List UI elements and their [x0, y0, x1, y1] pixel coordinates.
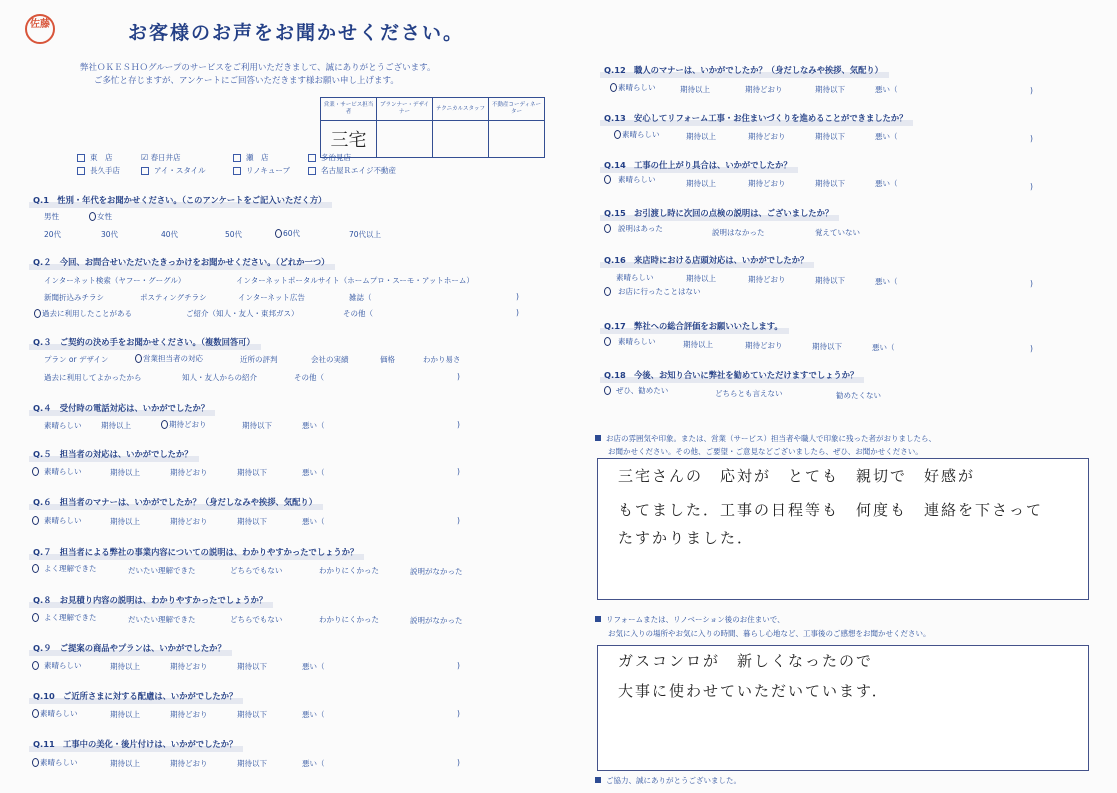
- comment2-answer-box[interactable]: [597, 645, 1089, 771]
- q16-close: ): [1030, 279, 1033, 288]
- checkbox-icon: [233, 167, 241, 175]
- q18-option-neutral[interactable]: どちらとも言えない: [715, 389, 783, 398]
- q2-option-posting[interactable]: ポスティングチラシ: [140, 293, 207, 302]
- circle-mark-icon: [32, 613, 39, 622]
- q9-option-5[interactable]: 悪い（: [302, 662, 325, 671]
- q3-other-close: ): [457, 372, 460, 381]
- staff-header-technical: テクニカルスタッフ: [433, 98, 489, 121]
- intro-line-2: ご多忙と存じますが、アンケートにご回答いただきます様お願い申し上げます。: [94, 76, 399, 86]
- q14-option-5[interactable]: 悪い（: [875, 179, 898, 188]
- q3-option-friend-referral[interactable]: 知人・友人からの紹介: [182, 373, 257, 382]
- circle-mark-icon: [604, 337, 611, 346]
- q10-option-3[interactable]: 期待どおり: [170, 710, 208, 719]
- q15-option-no[interactable]: 説明はなかった: [712, 228, 765, 237]
- staff-header-realestate: 不動産コーディネーター: [489, 98, 545, 121]
- q17-option-5[interactable]: 悪い（: [872, 343, 895, 352]
- circle-mark-icon: [32, 661, 39, 670]
- q1-age-20s[interactable]: 20代: [44, 230, 62, 239]
- question-10-label: Q.10 ご近所さまに対する配慮は、いかがでしたか？: [33, 691, 238, 701]
- q13-option-5[interactable]: 悪い（: [875, 132, 898, 141]
- q6-option-1[interactable]: 素晴らしい: [32, 515, 82, 526]
- q8-option-3[interactable]: どちらでもない: [230, 615, 283, 624]
- question-11-label: Q.11 工事中の美化・後片付けは、いかがでしたか？: [33, 739, 238, 749]
- q4-option-1[interactable]: 素晴らしい: [44, 421, 82, 430]
- q1-age-30s[interactable]: 30代: [101, 230, 119, 239]
- q3-option-track-record[interactable]: 会社の実績: [311, 355, 349, 364]
- question-2-label: Q.２ 今回、お問合せいただいたきっかけをお聞かせください。（どれか一つ）: [33, 257, 330, 267]
- comment1-line-2: もてました．工事の日程等も 何度も 連絡を下さって: [618, 501, 1044, 519]
- checkbox-icon: [141, 167, 149, 175]
- question-5-label: Q.５ 担当者の対応は、いかがでしたか？: [33, 449, 193, 459]
- circle-mark-icon: [32, 516, 39, 525]
- q8-option-2[interactable]: だいたい理解できた: [128, 615, 196, 624]
- q4-option-5[interactable]: 悪い（: [302, 421, 325, 430]
- q8-option-5[interactable]: 説明がなかった: [410, 616, 463, 625]
- circle-mark-icon: [32, 467, 39, 476]
- q10-option-4[interactable]: 期待以下: [237, 710, 267, 719]
- question-14-label: Q.14 工事の仕上がり具合は、いかがでしたか？: [604, 160, 792, 170]
- q2-option-past-user[interactable]: 過去に利用したことがある: [34, 308, 132, 319]
- q3-option-past-good[interactable]: 過去に利用してよかったから: [44, 373, 142, 382]
- q12-option-5[interactable]: 悪い（: [875, 85, 898, 94]
- comment2-line-2: 大事に使わせていただいています．: [618, 682, 889, 700]
- q6-option-4[interactable]: 期待以下: [237, 517, 267, 526]
- q11-option-2[interactable]: 期待以上: [110, 759, 140, 768]
- q17-option-1[interactable]: 素晴らしい: [604, 336, 656, 347]
- q11-option-1[interactable]: 素晴らしい: [32, 757, 78, 768]
- q12-option-4[interactable]: 期待以下: [815, 85, 845, 94]
- circle-mark-icon: [610, 83, 617, 92]
- q3-option-other[interactable]: その他（: [294, 373, 324, 382]
- circle-mark-icon: [161, 420, 168, 429]
- question-3-label: Q.３ ご契約の決め手をお聞かせください。（複数回答可）: [33, 337, 255, 347]
- q14-option-2[interactable]: 期待以上: [686, 179, 716, 188]
- question-1-label: Q.1 性別・年代をお聞かせください。（このアンケートをご記入いただく方）: [33, 195, 327, 205]
- q14-option-4[interactable]: 期待以下: [815, 179, 845, 188]
- circle-mark-icon: [604, 224, 611, 233]
- store-option-kasugai[interactable]: ☑ 春日井店: [141, 153, 181, 162]
- store-option-seto[interactable]: 瀬 店: [233, 152, 269, 163]
- q1-age-50s[interactable]: 50代: [225, 230, 243, 239]
- staff-table: [320, 97, 545, 158]
- question-15-label: Q.15 お引渡し時に次回の点検の説明は、ございましたか？: [604, 208, 834, 218]
- q7-option-5[interactable]: 説明がなかった: [410, 567, 463, 576]
- circle-mark-icon: [604, 175, 611, 184]
- square-bullet-icon: [595, 435, 601, 441]
- store-option-east[interactable]: 東 店: [77, 152, 113, 163]
- q15-option-yes[interactable]: 説明はあった: [604, 223, 663, 234]
- q13-option-3[interactable]: 期待どおり: [748, 132, 786, 141]
- store-option-renocube[interactable]: リノキューブ: [233, 165, 290, 176]
- footer-thanks: ご協力、誠にありがとうございました。: [595, 775, 741, 786]
- store-option-tajimi[interactable]: 多治見店: [308, 152, 351, 163]
- q10-close: ): [457, 709, 460, 718]
- q11-option-3[interactable]: 期待どおり: [170, 759, 208, 768]
- question-4-label: Q.４ 受付時の電話対応は、いかがでしたか？: [33, 403, 210, 413]
- question-16-label: Q.16 来店時における店頭対応は、いかがでしたか？: [604, 255, 809, 265]
- q2-option-web-ad[interactable]: インターネット広告: [238, 293, 305, 302]
- checkbox-icon: [233, 154, 241, 162]
- comment2-prompt-line-2: お気に入りの場所やお気に入りの時間、暮らし心地など、工事後のご感想をお聞かせください。: [608, 629, 931, 638]
- circle-mark-icon: [135, 354, 142, 363]
- q14-close: ): [1030, 182, 1033, 191]
- q1-option-female[interactable]: 女性: [89, 211, 112, 222]
- circle-mark-icon: [614, 130, 621, 139]
- q4-option-4[interactable]: 期待以下: [242, 421, 272, 430]
- q16-option-1[interactable]: 素晴らしい: [616, 273, 654, 282]
- q12-option-2[interactable]: 期待以上: [680, 85, 710, 94]
- q3-option-price[interactable]: 価格: [380, 355, 395, 364]
- q11-close: ): [457, 758, 460, 767]
- q9-option-2[interactable]: 期待以上: [110, 662, 140, 671]
- comment1-prompt-line-1: お店の雰囲気や印象。または、営業（サービス）担当者や職人で印象に残った者がおりましたら、: [595, 433, 936, 444]
- q14-option-3[interactable]: 期待どおり: [748, 179, 786, 188]
- q16-option-3[interactable]: 期待どおり: [748, 275, 786, 284]
- question-6-label: Q.６ 担当者のマナーは、いかがでしたか？（身だしなみや挨拶、気配り）: [33, 497, 318, 507]
- staff-technical-name[interactable]: [433, 121, 489, 158]
- q9-option-1[interactable]: 素晴らしい: [32, 660, 82, 671]
- comment2-line-1: ガスコンロが 新しくなったので: [618, 652, 874, 670]
- q5-option-5[interactable]: 悪い（: [302, 468, 325, 477]
- staff-header-planner: プランナー・デザイナー: [377, 98, 433, 121]
- q17-close: ): [1030, 344, 1033, 353]
- q9-option-3[interactable]: 期待どおり: [170, 662, 208, 671]
- q7-option-4[interactable]: わかりにくかった: [319, 566, 379, 575]
- q4-close: ): [457, 420, 460, 429]
- q2-magazine-close: ): [516, 292, 519, 301]
- comment1-answer-box[interactable]: [597, 458, 1089, 600]
- store-option-meitetsu[interactable]: 名古屋Ｒエイジ不動産: [308, 165, 396, 176]
- q9-option-4[interactable]: 期待以下: [237, 662, 267, 671]
- q3-option-reputation[interactable]: 近所の評判: [240, 355, 278, 364]
- checkbox-icon: [77, 154, 85, 162]
- comment1-prompt-line-2: お聞かせください。その他、ご要望・ご意見などございましたら、ぜひ、お聞かせください。: [608, 447, 923, 456]
- staff-header-sales: 営業・サービス担当者: [321, 98, 377, 121]
- q18-option-recommend[interactable]: ぜひ、勧めたい: [604, 385, 668, 396]
- q13-option-1[interactable]: 素晴らしい: [614, 129, 660, 140]
- q16-option-5[interactable]: 悪い（: [875, 277, 898, 286]
- store-option-istyle[interactable]: アイ・スタイル: [141, 165, 206, 176]
- q13-close: ): [1030, 134, 1033, 143]
- q6-option-5[interactable]: 悪い（: [302, 517, 325, 526]
- q15-option-dont-remember[interactable]: 覚えていない: [815, 228, 860, 237]
- q11-option-5[interactable]: 悪い（: [302, 759, 325, 768]
- q12-option-3[interactable]: 期待どおり: [745, 85, 783, 94]
- store-option-nagakute[interactable]: 長久手店: [77, 165, 120, 176]
- q3-option-sales-staff[interactable]: 営業担当者の対応: [135, 353, 203, 364]
- q2-option-magazine[interactable]: 雑誌（: [349, 293, 372, 302]
- q6-option-3[interactable]: 期待どおり: [170, 517, 208, 526]
- q5-option-4[interactable]: 期待以下: [237, 468, 267, 477]
- q12-close: ): [1030, 86, 1033, 95]
- q16-option-never-visited[interactable]: お店に行ったことはない: [604, 286, 701, 297]
- q3-option-plan[interactable]: プラン or デザイン: [44, 355, 109, 364]
- q2-option-newspaper[interactable]: 新聞折込みチラシ: [44, 293, 104, 302]
- circle-mark-icon: [32, 758, 39, 767]
- circle-mark-icon: [32, 564, 39, 573]
- q4-option-3[interactable]: 期待どおり: [161, 419, 207, 430]
- q16-option-2[interactable]: 期待以上: [686, 274, 716, 283]
- circle-mark-icon: [32, 709, 39, 718]
- circle-mark-icon: [604, 386, 611, 395]
- question-9-label: Q.９ ご提案の商品やプランは、いかがでしたか？: [33, 643, 226, 653]
- q9-close: ): [457, 661, 460, 670]
- q11-option-4[interactable]: 期待以下: [237, 759, 267, 768]
- q3-option-clarity[interactable]: わかり易さ: [423, 355, 461, 364]
- q2-option-search[interactable]: インターネット検索（ヤフー・グーグル）: [44, 276, 186, 285]
- staff-planner-name[interactable]: [377, 121, 433, 158]
- q8-option-4[interactable]: わかりにくかった: [319, 615, 379, 624]
- checkbox-icon: [308, 167, 316, 175]
- circle-mark-icon: [34, 309, 41, 318]
- q2-other-close: ): [516, 308, 519, 317]
- comment1-line-1: 三宅さんの 応対が とても 親切で 好感が: [618, 467, 976, 485]
- q17-option-4[interactable]: 期待以下: [812, 342, 842, 351]
- q6-close: ): [457, 516, 460, 525]
- circle-mark-icon: [604, 287, 611, 296]
- q7-option-1[interactable]: よく理解できた: [32, 563, 97, 574]
- circle-mark-icon: [275, 229, 282, 238]
- q8-option-1[interactable]: よく理解できた: [32, 612, 97, 623]
- q12-option-1[interactable]: 素晴らしい: [610, 82, 656, 93]
- question-12-label: Q.12 職人のマナーは、いかがでしたか？（身だしなみや挨拶、気配り）: [604, 65, 883, 75]
- q13-option-4[interactable]: 期待以下: [815, 132, 845, 141]
- question-18-label: Q.18 今後、お知り合いに弊社を勧めていただけますでしょうか？: [604, 370, 859, 380]
- question-7-label: Q.７ 担当者による弊社の事業内容についての説明は、わかりやすかったでしょうか？: [33, 547, 359, 557]
- check-mark-icon: ☑: [141, 153, 149, 162]
- q5-close: ): [457, 467, 460, 476]
- q13-option-2[interactable]: 期待以上: [686, 132, 716, 141]
- q5-option-1[interactable]: 素晴らしい: [32, 466, 82, 477]
- q2-option-portal[interactable]: インターネットポータルサイト（ホームプロ・スーモ・アットホーム）: [236, 276, 474, 285]
- q18-option-not-recommend[interactable]: 勧めたくない: [836, 391, 881, 400]
- q2-option-other[interactable]: その他（: [343, 309, 373, 318]
- page-title: お客様のお声をお聞かせください。: [128, 22, 465, 44]
- q1-age-70s-plus[interactable]: 70代以上: [349, 230, 382, 239]
- q17-option-2[interactable]: 期待以上: [683, 340, 713, 349]
- q17-option-3[interactable]: 期待どおり: [745, 341, 783, 350]
- q2-option-referral[interactable]: ご紹介（知人・友人・東邦ガス）: [186, 309, 299, 318]
- staff-realestate-name[interactable]: [489, 121, 545, 158]
- comment2-prompt-line-1: リフォームまたは、リノベーション後のお住まいで、: [595, 614, 785, 625]
- q1-option-male[interactable]: 男性: [44, 212, 59, 221]
- name-seal: 佐藤: [25, 14, 55, 44]
- q14-option-1[interactable]: 素晴らしい: [604, 174, 656, 185]
- question-8-label: Q.８ お見積り内容の説明は、わかりやすかったでしょうか？: [33, 595, 268, 605]
- staff-sales-name[interactable]: 三宅: [321, 121, 377, 158]
- question-13-label: Q.13 安心してリフォーム工事・お住まいづくりを進めることができましたか？: [604, 113, 908, 123]
- checkbox-icon: [77, 167, 85, 175]
- checkbox-icon: [308, 154, 316, 162]
- q5-option-2[interactable]: 期待以上: [110, 468, 140, 477]
- q6-option-2[interactable]: 期待以上: [110, 517, 140, 526]
- q7-option-3[interactable]: どちらでもない: [230, 566, 283, 575]
- q10-option-2[interactable]: 期待以上: [110, 710, 140, 719]
- question-17-label: Q.17 弊社への総合評価をお願いいたします。: [604, 321, 783, 331]
- intro-line-1: 弊社ＯＫＥＳＨＯグループのサービスをご利用いただきまして、誠にありがとうございます。: [80, 63, 436, 73]
- q10-option-1[interactable]: 素晴らしい: [32, 708, 78, 719]
- q1-age-40s[interactable]: 40代: [161, 230, 179, 239]
- q1-age-60s[interactable]: 60代: [275, 228, 300, 239]
- q16-option-4[interactable]: 期待以下: [815, 276, 845, 285]
- square-bullet-icon: [595, 777, 601, 783]
- comment1-line-3: たすかりました．: [618, 529, 755, 547]
- q4-option-2[interactable]: 期待以上: [101, 421, 131, 430]
- square-bullet-icon: [595, 616, 601, 622]
- q5-option-3[interactable]: 期待どおり: [170, 468, 208, 477]
- q7-option-2[interactable]: だいたい理解できた: [128, 566, 196, 575]
- q10-option-5[interactable]: 悪い（: [302, 710, 325, 719]
- circle-mark-icon: [89, 212, 96, 221]
